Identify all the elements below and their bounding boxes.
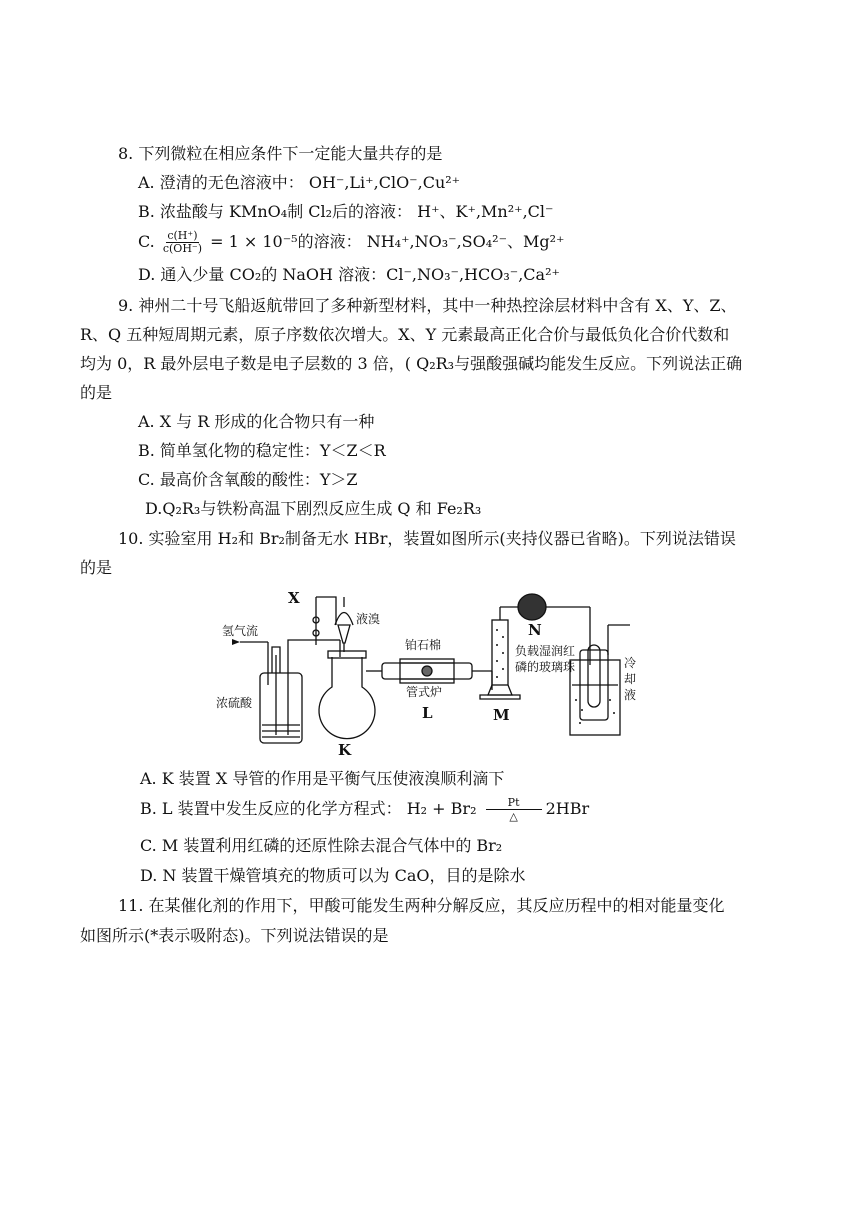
- diagram-label-tube-furnace: 管式炉: [406, 685, 443, 699]
- q9-option-a: A. X 与 R 形成的化合物只有一种: [138, 412, 375, 431]
- diagram-label-n: N: [528, 621, 542, 639]
- q11-stem-line2: 如图所示(*表示吸附态)。下列说法错误的是: [80, 926, 389, 945]
- q9-stem-line3: 均为 0，R 最外层电子数是电子层数的 3 倍，( Q₂R₃与强酸强碱均能发生反应。下列说法正确: [80, 354, 743, 373]
- diagram-label-hydrogen-flow: 氢气流: [222, 624, 259, 638]
- diagram-label-cool-2: 却: [624, 672, 637, 686]
- apparatus-diagram: [210, 585, 650, 760]
- q8-option-c: C. $\frac{c(H^+)}{c(OH^-)}$ = 1 × 10⁻⁵的溶液： NH₄⁺,NO₃⁻,SO₄²⁻、Mg²⁺: [138, 229, 565, 255]
- diagram-label-cool-3: 液: [624, 688, 637, 702]
- q10-option-a: A. K 装置 X 导管的作用是平衡气压使液溴顺利滴下: [140, 769, 505, 788]
- q9-stem-line2: R、Q 五种短周期元素，原子序数依次增大。X、Y 元素最高正化合价与最低负化合价代数和: [80, 325, 730, 344]
- diagram-label-pt-cotton: 铂石棉: [405, 638, 442, 652]
- q10-option-b: B. L 装置中发生反应的化学方程式： H₂ + Br₂ Pt △ 2HBr: [140, 796, 590, 823]
- diagram-label-k: K: [338, 741, 352, 759]
- q8-option-d: D. 通入少量 CO₂的 NaOH 溶液：Cl⁻,NO₃⁻,HCO₃⁻,Ca²⁺: [138, 265, 560, 284]
- diagram-label-conc-acid: 浓硫酸: [216, 696, 253, 710]
- q10-option-c: C. M 装置利用红磷的还原性除去混合气体中的 Br₂: [140, 836, 503, 855]
- diagram-label-l: L: [422, 704, 433, 722]
- q8-stem: 8. 下列微粒在相应条件下一定能大量共存的是: [118, 144, 443, 163]
- q9-option-d: D.Q₂R₃与铁粉高温下剧烈反应生成 Q 和 Fe₂R₃: [145, 499, 482, 518]
- q8-option-b: B. 浓盐酸与 KMnO₄制 Cl₂后的溶液： H⁺、K⁺,Mn²⁺,Cl⁻: [138, 202, 554, 221]
- q10-option-d: D. N 装置干燥管填充的物质可以为 CaO，目的是除水: [140, 866, 526, 885]
- reaction-condition: Pt △: [484, 797, 544, 822]
- q10-stem-line2: 的是: [80, 558, 113, 577]
- diagram-label-cool-1: 冷: [624, 656, 637, 670]
- diagram-label-liquid-bromine: 液溴: [356, 612, 381, 626]
- diagram-label-x: X: [288, 589, 300, 607]
- q10-stem-line1: 10. 实验室用 H₂和 Br₂制备无水 HBr，装置如图所示(夹持仪器已省略)。下列说法错误: [118, 529, 736, 548]
- q9-stem-line1: 9. 神州二十号飞船返航带回了多种新型材料，其中一种热控涂层材料中含有 X、Y、Z、: [118, 296, 737, 315]
- q9-option-c: C. 最高价含氧酸的酸性：Y＞Z: [138, 470, 358, 489]
- q8-option-a: A. 澄清的无色溶液中： OH⁻,Li⁺,ClO⁻,Cu²⁺: [138, 173, 461, 192]
- q11-stem-line1: 11. 在某催化剂的作用下，甲酸可能发生两种分解反应，其反应历程中的相对能量变化: [118, 896, 725, 915]
- q9-option-b: B. 简单氢化物的稳定性：Y＜Z＜R: [138, 441, 386, 460]
- diagram-label-beads-1: 负载湿润红: [515, 644, 576, 658]
- concentration-fraction: $\frac{c(H^+)}{c(OH^-)}$: [162, 229, 203, 255]
- diagram-label-beads-2: 磷的玻璃珠: [515, 660, 576, 674]
- diagram-label-m: M: [493, 706, 510, 724]
- q9-stem-line4: 的是: [80, 383, 113, 402]
